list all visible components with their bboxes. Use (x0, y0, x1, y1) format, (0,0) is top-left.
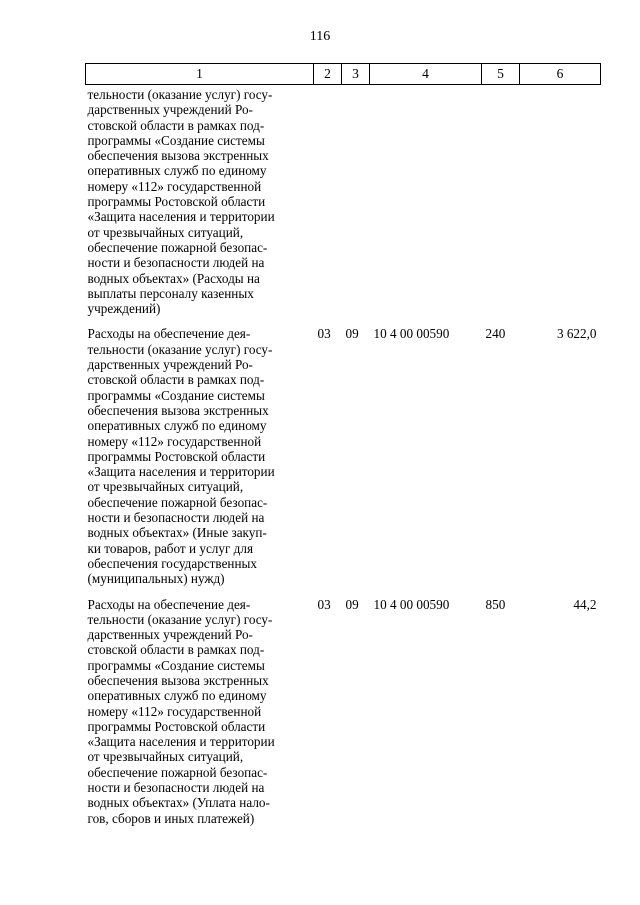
budget-table (85, 63, 601, 830)
description-line: «Защита населения и территории (87, 734, 275, 750)
description-line: программы Ростовской области (87, 194, 266, 210)
description-line: от чрезвычайных ситуаций, (87, 224, 244, 240)
description-line: от чрезвычайных ситуаций, (87, 479, 244, 495)
row-rz (314, 85, 342, 321)
table-body (86, 85, 601, 830)
description-line: «Защита населения и территории (87, 464, 275, 480)
description-line: номеру «112» государственной (87, 703, 262, 719)
description-line: выплаты персоналу казенных (87, 285, 254, 301)
header-col-2: 2 (314, 64, 342, 85)
description-line: дарственных учреждений Ро- (87, 357, 253, 373)
description-line: дарственных учреждений Ро- (87, 627, 253, 643)
row-vr: 850 (485, 596, 506, 612)
row-amount: 44,2 (573, 596, 597, 612)
row-rz: 03 (317, 326, 331, 342)
row-description (86, 320, 314, 590)
header-row (86, 64, 601, 85)
table-row (86, 320, 601, 590)
description-line: номеру «112» государственной (87, 178, 262, 194)
row-csr: 10 4 00 00590 (373, 596, 450, 612)
row-pr: 09 (345, 596, 359, 612)
description-line: ности и безопасности людей на (87, 255, 265, 271)
description-line: обеспечения вызова экстренных (87, 402, 269, 418)
description-line: оперативных служб по единому (87, 418, 267, 434)
description-line: программы Ростовской области (87, 718, 266, 734)
description-line: обеспечение пожарной безопас- (87, 239, 268, 255)
description-line: стовской области в рамках под- (87, 642, 265, 658)
row-csr: 10 4 00 00590 (373, 326, 450, 342)
row-amount (520, 85, 601, 321)
row-vr: 240 (485, 326, 506, 342)
header-col-5: 5 (482, 64, 520, 85)
description-line: оперативных служб по единому (87, 688, 267, 704)
description-line: номеру «112» государственной (87, 433, 262, 449)
description-line: ки товаров, работ и услуг для (87, 540, 254, 556)
row-amount: 3 622,0 (556, 326, 597, 342)
table-row (86, 591, 601, 830)
description-line: оперативных служб по единому (87, 163, 267, 179)
description-line: обеспечения государственных (87, 555, 257, 571)
description-line: ности и безопасности людей на (87, 780, 265, 796)
header-col-1: 1 (86, 64, 314, 85)
table-header (86, 64, 601, 85)
description-line: водных объектах» (Расходы на (87, 270, 260, 286)
description-line: тельности (оказание услуг) госу- (87, 611, 273, 627)
description-line: программы «Создание системы (87, 387, 265, 403)
row-description-text (88, 87, 310, 316)
row-csr (370, 85, 482, 321)
description-line: Расходы на обеспечение дея- (87, 326, 251, 342)
description-line: дарственных учреждений Ро- (87, 102, 253, 118)
header-col-3: 3 (342, 64, 370, 85)
description-line: (муниципальных) нужд) (87, 571, 225, 587)
description-line: учреждений) (87, 301, 161, 317)
description-line: водных объектах» (Иные закуп- (87, 525, 267, 541)
description-line: ности и безопасности людей на (87, 510, 265, 526)
row-description (86, 85, 314, 321)
table-row-continuation (86, 85, 601, 321)
page-number: 116 (309, 29, 331, 44)
row-description-text (88, 597, 310, 826)
description-line: обеспечения вызова экстренных (87, 148, 269, 164)
description-line: программы «Создание системы (87, 657, 265, 673)
description-line: тельности (оказание услуг) госу- (87, 87, 273, 102)
header-col-4: 4 (370, 64, 482, 85)
description-line: стовской области в рамках под- (87, 117, 265, 133)
row-pr: 09 (345, 326, 359, 342)
description-line: «Защита населения и территории (87, 209, 275, 225)
description-line: Расходы на обеспечение дея- (87, 596, 251, 612)
description-line: водных объектах» (Уплата нало- (87, 795, 270, 811)
description-line: от чрезвычайных ситуаций, (87, 749, 244, 765)
row-pr (342, 85, 370, 321)
header-col-6: 6 (520, 64, 601, 85)
row-vr (482, 85, 520, 321)
description-line: тельности (оказание услуг) госу- (87, 341, 273, 357)
row-description-text (88, 326, 310, 586)
description-line: гов, сборов и иных платежей) (87, 810, 255, 826)
row-description (86, 591, 314, 830)
description-line: обеспечение пожарной безопас- (87, 764, 268, 780)
description-line: программы Ростовской области (87, 448, 266, 464)
budget-table-container (85, 63, 600, 830)
description-line: обеспечение пожарной безопас- (87, 494, 268, 510)
description-line: стовской области в рамках под- (87, 372, 265, 388)
row-rz: 03 (317, 596, 331, 612)
description-line: обеспечения вызова экстренных (87, 672, 269, 688)
description-line: программы «Создание системы (87, 132, 265, 148)
